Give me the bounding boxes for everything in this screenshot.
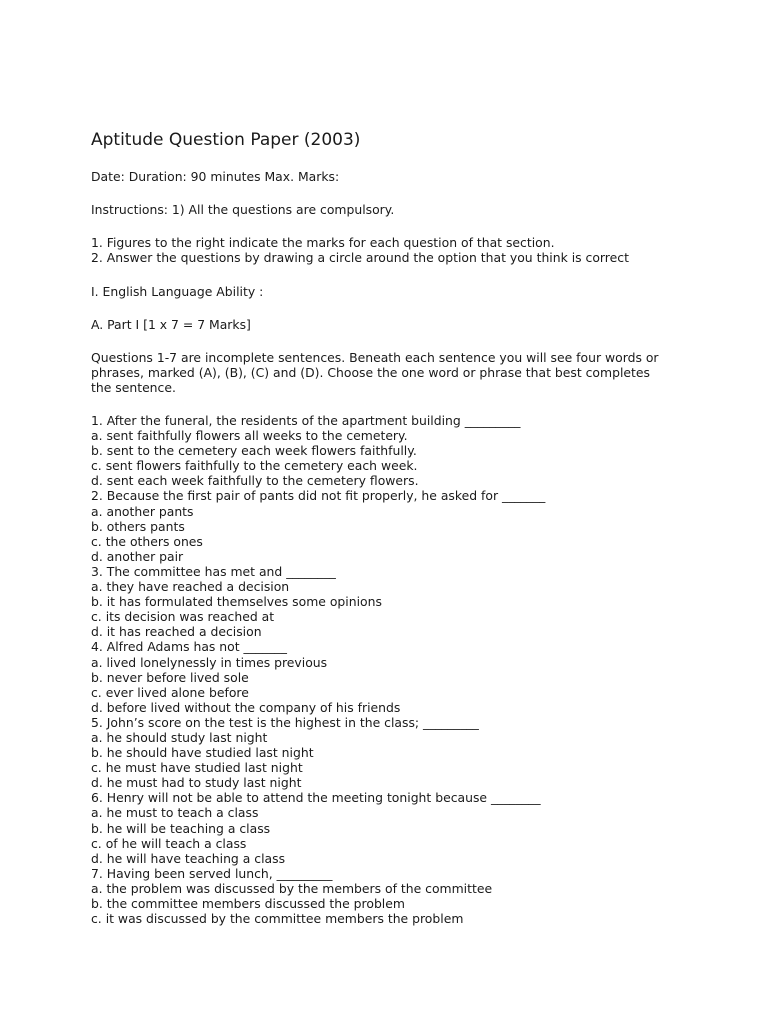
directions-paragraph	[91, 350, 659, 395]
option-line: b. he should have studied last night	[91, 745, 314, 761]
instruction-item: 1. Figures to the right indicate the marks for each question of that section.	[91, 235, 555, 250]
option-line: a. sent faithfully flowers all weeks to the cemetery.	[91, 428, 408, 444]
option-line: a. lived lonelynessly in times previous	[91, 654, 328, 670]
directions-line: phrases, marked (A), (B), (C) and (D). Choose the one word or phrase that best completes	[91, 365, 650, 381]
page-title: Aptitude Question Paper (2003)	[91, 130, 361, 150]
option-line: c. he must have studied last night	[91, 760, 303, 776]
option-line: c. its decision was reached at	[91, 609, 275, 625]
option-line: d. he must had to study last night	[91, 775, 302, 791]
option-line: a. they have reached a decision	[91, 579, 290, 595]
option-line: a. he should study last night	[91, 729, 268, 745]
part-heading: A. Part I [1 x 7 = 7 Marks]	[91, 317, 251, 332]
question-list	[91, 413, 545, 926]
option-line: a. another pants	[91, 503, 194, 519]
option-line: b. sent to the cemetery each week flowers faithfully.	[91, 443, 417, 459]
question-5: 5. John’s score on the test is the highest in the class; _________	[91, 714, 479, 730]
instruction-list	[91, 235, 629, 265]
option-line: c. ever lived alone before	[91, 684, 249, 700]
option-line: b. the committee members discussed the problem	[91, 896, 405, 911]
option-line: d. another pair	[91, 548, 184, 564]
directions-line: Questions 1-7 are incomplete sentences. Beneath each sentence you will see four words or	[91, 350, 659, 365]
question-7: 7. Having been served lunch, _________	[91, 865, 333, 881]
option-line: b. others pants	[91, 518, 185, 534]
instruction-item: 2. Answer the questions by drawing a circle around the option that you think is correct	[91, 250, 629, 266]
option-line: c. it was discussed by the committee members the problem	[91, 911, 464, 927]
option-line: c. sent flowers faithfully to the cemetery each week.	[91, 458, 418, 474]
question-3: 3. The committee has met and ________	[91, 563, 336, 579]
date-duration-line: Date: Duration: 90 minutes Max. Marks:	[91, 169, 340, 184]
option-line: d. before lived without the company of his friends	[91, 699, 401, 715]
option-line: d. sent each week faithfully to the cemetery flowers.	[91, 473, 419, 489]
option-line: a. the problem was discussed by the members of the committee	[91, 880, 493, 896]
option-line: a. he must to teach a class	[91, 805, 259, 821]
option-line: c. of he will teach a class	[91, 835, 247, 851]
option-line: d. it has reached a decision	[91, 624, 262, 640]
instructions-line: Instructions: 1) All the questions are compulsory.	[91, 202, 395, 217]
directions-line: the sentence.	[91, 380, 176, 396]
option-line: c. the others ones	[91, 533, 203, 549]
option-line: b. never before lived sole	[91, 669, 249, 685]
question-2: 2. Because the first pair of pants did not fit properly, he asked for _______	[91, 488, 546, 504]
question-1: 1. After the funeral, the residents of the apartment building _________	[91, 413, 521, 428]
option-line: b. he will be teaching a class	[91, 820, 271, 836]
question-6: 6. Henry will not be able to attend the meeting tonight because ________	[91, 790, 541, 806]
question-4: 4. Alfred Adams has not _______	[91, 639, 287, 655]
section-heading: I. English Language Ability :	[91, 284, 264, 299]
option-line: d. he will have teaching a class	[91, 850, 286, 866]
option-line: b. it has formulated themselves some opinions	[91, 594, 382, 610]
